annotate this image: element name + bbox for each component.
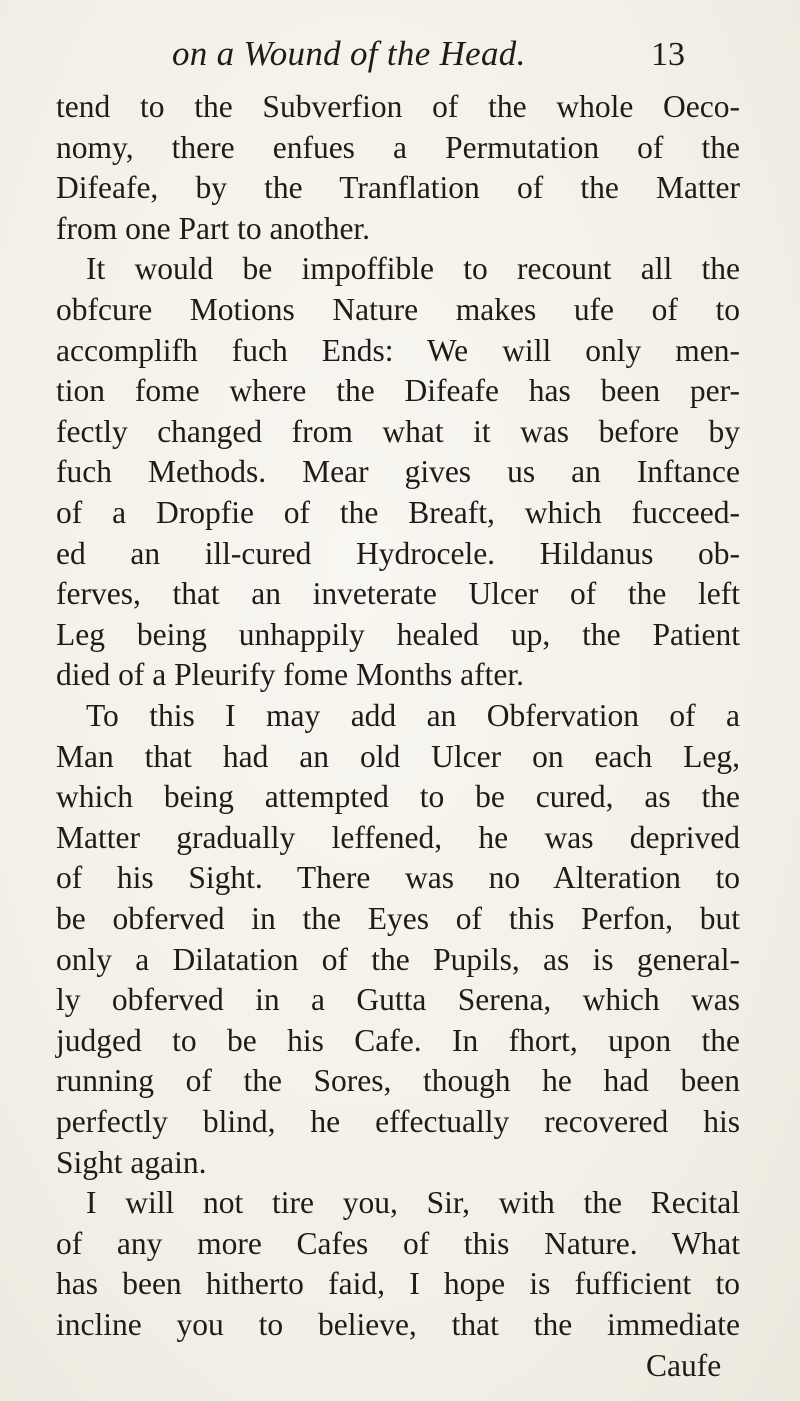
text-line: fuch Methods. Mear gives us an Inftance <box>56 454 740 489</box>
text-line: which being attempted to be cured, as the <box>56 779 740 814</box>
text-line: accomplifh fuch Ends: We will only men- <box>56 333 740 368</box>
text-line: Man that had an old Ulcer on each Leg, <box>56 739 740 774</box>
text-line: ferves, that an inveterate Ulcer of the left <box>56 576 740 611</box>
text-line: be obferved in the Eyes of this Perfon, but <box>56 901 740 936</box>
text-line: To this I may add an Obfervation of a <box>86 698 740 733</box>
text-line: only a Dilatation of the Pupils, as is general- <box>56 942 740 977</box>
text-line: obfcure Motions Nature makes ufe of to <box>56 292 740 327</box>
text-line: Matter gradually leffened, he was deprived <box>56 820 740 855</box>
text-line: nomy, there enfues a Permutation of the <box>56 130 740 165</box>
text-line: fectly changed from what it was before by <box>56 414 740 449</box>
text-line: It would be impoffible to recount all the <box>86 251 740 286</box>
text-line: running of the Sores, though he had been <box>56 1063 740 1098</box>
text-line: of any more Cafes of this Nature. What <box>56 1226 740 1261</box>
text-line: I will not tire you, Sir, with the Recital <box>86 1185 740 1220</box>
text-line: tend to the Subverfion of the whole Oeco- <box>56 89 740 124</box>
text-line: Leg being unhappily healed up, the Patient <box>56 617 740 652</box>
text-line: perfectly blind, he effectually recovered his <box>56 1104 740 1139</box>
text-line: incline you to believe, that the immediate <box>56 1307 740 1342</box>
text-line: of a Dropfie of the Breaft, which fucceed- <box>56 495 740 530</box>
text-line: has been hitherto faid, I hope is fufficient to <box>56 1266 740 1301</box>
text-line: Sight again. <box>56 1145 207 1180</box>
text-line: judged to be his Cafe. In fhort, upon the <box>56 1023 740 1058</box>
running-head <box>0 34 800 80</box>
text-line: from one Part to another. <box>56 211 371 246</box>
text-line: of his Sight. There was no Alteration to <box>56 860 740 895</box>
text-line: died of a Pleurify fome Months after. <box>56 657 525 692</box>
text-line: ly obferved in a Gutta Serena, which was <box>56 982 740 1017</box>
catchword: Caufe <box>646 1348 722 1383</box>
text-line: ed an ill-cured Hydrocele. Hildanus ob- <box>56 536 740 571</box>
text-line: tion fome where the Difeafe has been per- <box>56 373 740 408</box>
text-line: Difeafe, by the Tranflation of the Matter <box>56 170 740 205</box>
running-title: on a Wound of the Head. <box>172 34 526 73</box>
page-number: 13 <box>651 36 685 73</box>
